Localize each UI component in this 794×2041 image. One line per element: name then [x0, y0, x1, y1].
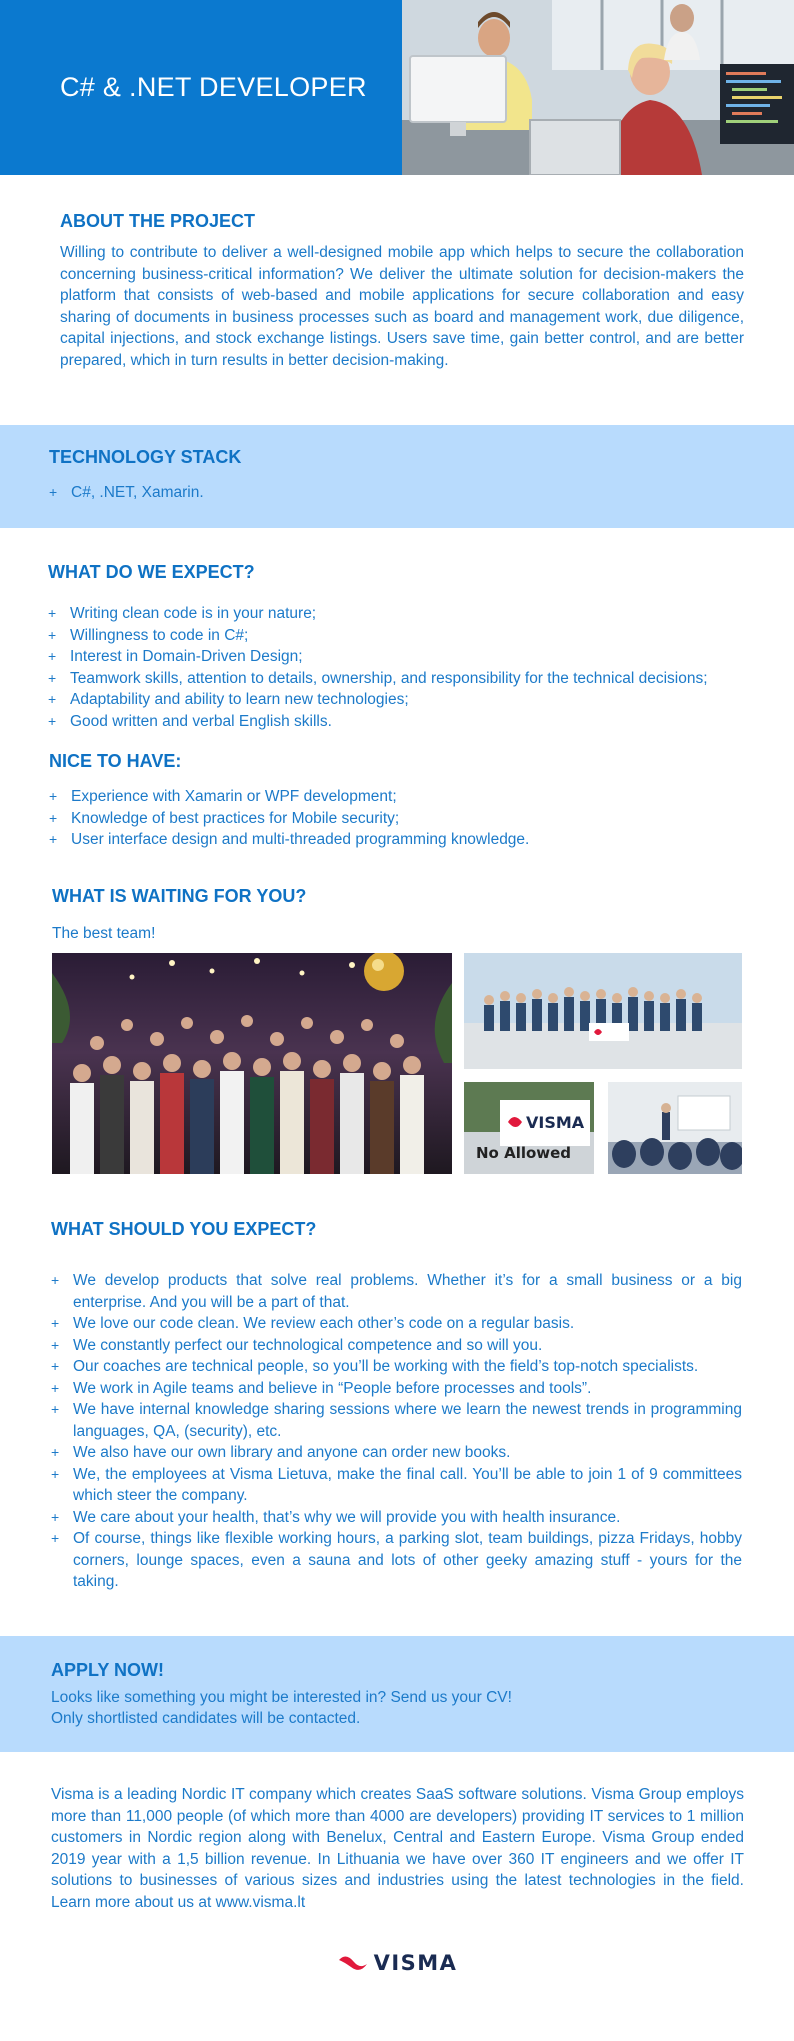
- plus-bullet-icon: +: [51, 1336, 60, 1353]
- what-we-expect-list: [48, 603, 750, 732]
- list-item: + We work in Agile teams and believe in “People before processes and tools”.: [51, 1378, 742, 1400]
- team-meeting-illustration: [608, 1082, 742, 1174]
- what-is-waiting-section: [0, 886, 794, 1219]
- plus-bullet-icon: +: [48, 691, 57, 707]
- office-photo-illustration: [402, 0, 794, 175]
- team-meeting-photo: [608, 1082, 742, 1174]
- team-party-illustration: [52, 953, 452, 1174]
- best-team-subtitle: The best team!: [52, 925, 156, 942]
- plus-bullet-icon: +: [48, 669, 57, 686]
- plus-bullet-icon: +: [48, 605, 57, 621]
- apply-line-1: Looks like something you might be interested in? Send us your CV!: [51, 1689, 512, 1706]
- about-section: [0, 175, 794, 425]
- plus-bullet-icon: +: [48, 712, 57, 729]
- about-heading: ABOUT THE PROJECT: [60, 211, 256, 231]
- what-should-you-expect-section: [0, 1219, 794, 1636]
- company-info-section: [0, 1752, 794, 1975]
- plus-bullet-icon: +: [49, 484, 58, 500]
- visma-logo-text: VISMA: [373, 1951, 458, 1975]
- about-text: Willing to contribute to deliver a well-designed mobile app which helps to secure the collaboration concerning business-critical information? We deliver the ultimate solution for decision-makers the platform that consists of web-based and mobile applications for secure collaboration and easy sharing of documents in business processes such as board and management work, due diligence, capital injections, and stock exchange listings. Users save time, gain better control, and are better prepared, which in turn results in better decision-making.: [60, 244, 744, 369]
- apply-now-section: [0, 1636, 794, 1752]
- team-party-photo: [52, 953, 452, 1174]
- technology-stack-list: [49, 482, 754, 504]
- header-title-panel: [0, 0, 402, 175]
- plus-bullet-icon: +: [51, 1272, 60, 1288]
- plus-bullet-icon: +: [51, 1530, 60, 1546]
- company-description: Visma is a leading Nordic IT company which creates SaaS software solutions. Visma Group employs more than 11,000 people (of which more than 4000 are developers) providing IT services to 1 million customers in Nordic region along with Benelux, Central and Eastern Europe. Visma Group ended 2019 year with a 1,5 billion revenue. In Lithuania we have over 360 IT engineers and we offer IT solutions to businesses of various sizes and industries using the latest technologies in the field. Learn more about us at www.visma.lt: [51, 1786, 744, 1911]
- plus-bullet-icon: +: [51, 1401, 60, 1417]
- page-title: C# & .NET DEVELOPER: [60, 72, 367, 102]
- team-outdoor-photo: [464, 953, 742, 1069]
- list-item: + User interface design and multi-threaded programming knowledge.: [49, 829, 750, 851]
- office-developers-photo: [402, 0, 794, 175]
- plus-bullet-icon: +: [49, 788, 58, 804]
- nice-to-have-list: [49, 786, 750, 851]
- what-we-expect-heading: WHAT DO WE EXPECT?: [48, 562, 255, 582]
- list-item: + Interest in Domain-Driven Design;: [48, 646, 750, 668]
- list-item: + Good written and verbal English skills.: [48, 711, 750, 733]
- visma-swoosh-icon: [338, 1954, 368, 1972]
- banner-sign-text: No Allowed: [476, 1143, 572, 1162]
- list-item: + Writing clean code is in your nature;: [48, 603, 750, 625]
- plus-bullet-icon: +: [51, 1358, 60, 1374]
- plus-bullet-icon: +: [48, 626, 57, 643]
- list-item: + We care about your health, that’s why we will provide you with health insurance.: [51, 1507, 742, 1529]
- list-item: + We also have our own library and anyone can order new books.: [51, 1442, 742, 1464]
- nice-to-have-heading: NICE TO HAVE:: [49, 751, 182, 771]
- plus-bullet-icon: +: [51, 1465, 60, 1482]
- visma-banner-illustration: [464, 1082, 594, 1174]
- plus-bullet-icon: +: [51, 1379, 60, 1396]
- list-item: + Willingness to code in C#;: [48, 625, 750, 647]
- what-should-you-expect-list: [51, 1270, 742, 1593]
- list-item: + Of course, things like flexible working hours, a parking slot, team buildings, pizza Fridays, hobby corners, lounge spaces, even a sauna and lots of other geeky amazing stuff - yours for the taking.: [51, 1530, 742, 1590]
- visma-banner-photo: [464, 1082, 594, 1174]
- nice-to-have-section: [0, 751, 794, 886]
- visma-logo: [51, 1951, 744, 1975]
- what-we-expect-section: [0, 528, 794, 751]
- apply-text: [51, 1687, 754, 1729]
- plus-bullet-icon: +: [49, 809, 58, 826]
- technology-stack-section: [0, 425, 794, 528]
- header-banner: [0, 0, 794, 175]
- list-item: + We develop products that solve real problems. Whether it’s for a small business or a big enterprise. And you will be a part of that.: [51, 1272, 742, 1311]
- what-should-you-expect-heading: WHAT SHOULD YOU EXPECT?: [51, 1219, 317, 1239]
- list-item: + Teamwork skills, attention to details, ownership, and responsibility for the technical decisions;: [48, 668, 750, 690]
- list-item: + We constantly perfect our technological competence and so will you.: [51, 1335, 742, 1357]
- team-outdoor-illustration: [464, 953, 742, 1069]
- plus-bullet-icon: +: [49, 831, 58, 847]
- list-item: + We have internal knowledge sharing sessions where we learn the newest trends in programming languages, QA, (security), etc.: [51, 1401, 742, 1440]
- list-item: + C#, .NET, Xamarin.: [49, 482, 754, 504]
- list-item: + Our coaches are technical people, so you’ll be working with the field’s top-notch specialists.: [51, 1356, 742, 1378]
- team-photo-gallery: [52, 953, 742, 1174]
- plus-bullet-icon: +: [51, 1508, 60, 1525]
- plus-bullet-icon: +: [48, 648, 57, 664]
- banner-logo-text: VISMA: [526, 1112, 585, 1132]
- list-item: + Adaptability and ability to learn new technologies;: [48, 689, 750, 711]
- list-item: + Experience with Xamarin or WPF development;: [49, 786, 750, 808]
- list-item: + We, the employees at Visma Lietuva, make the final call. You’ll be able to join 1 of 9 committees which steer the company.: [51, 1465, 742, 1504]
- list-item: + Knowledge of best practices for Mobile security;: [49, 808, 750, 830]
- list-item: + We love our code clean. We review each other’s code on a regular basis.: [51, 1313, 742, 1335]
- plus-bullet-icon: +: [51, 1444, 60, 1460]
- technology-stack-heading: TECHNOLOGY STACK: [49, 447, 242, 467]
- what-is-waiting-heading: WHAT IS WAITING FOR YOU?: [52, 886, 307, 906]
- plus-bullet-icon: +: [51, 1315, 60, 1331]
- apply-now-heading: APPLY NOW!: [51, 1660, 165, 1680]
- apply-line-2: Only shortlisted candidates will be contacted.: [51, 1710, 361, 1727]
